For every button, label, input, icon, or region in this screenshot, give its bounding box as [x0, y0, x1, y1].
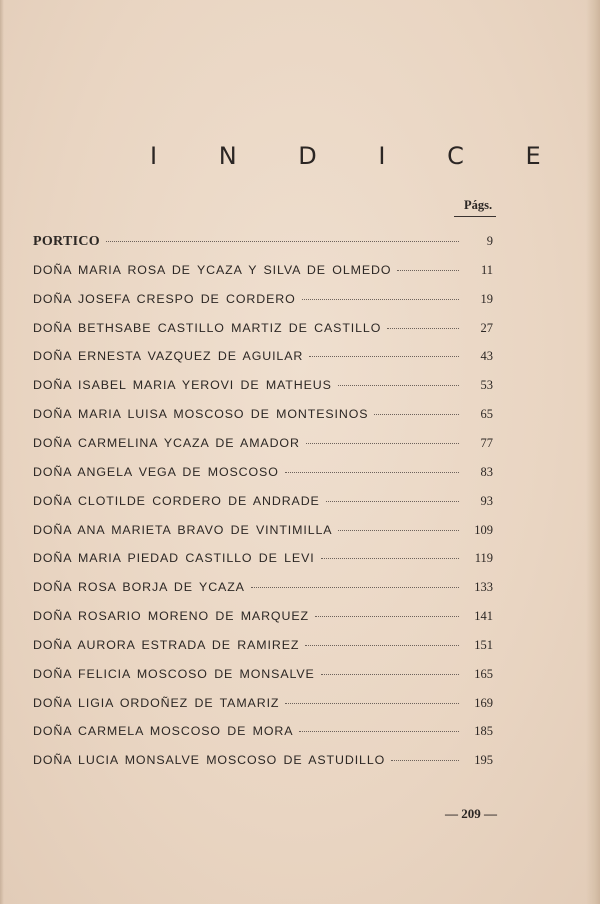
dot-leader	[306, 442, 459, 444]
dot-leader	[397, 269, 459, 271]
entry-page-number: 141	[474, 609, 493, 624]
index-entry	[33, 696, 493, 716]
entry-page-number: 93	[480, 493, 493, 508]
entry-title: DOÑA ROSA BORJA DE YCAZA	[33, 580, 245, 595]
page-right-edge	[586, 0, 600, 904]
index-entry	[33, 378, 493, 398]
index-entry	[33, 724, 493, 744]
index-entry	[33, 321, 493, 341]
index-entry	[33, 436, 493, 456]
dot-leader	[338, 384, 459, 386]
page-left-edge	[0, 0, 4, 904]
dot-leader	[321, 557, 459, 559]
entry-page-number: 27	[480, 320, 493, 335]
entry-title: DOÑA AURORA ESTRADA DE RAMIREZ	[33, 637, 300, 652]
index-entry	[33, 580, 493, 600]
entry-title: DOÑA MARIA PIEDAD CASTILLO DE LEVI	[33, 551, 315, 566]
entry-title: DOÑA CLOTILDE CORDERO DE ANDRADE	[33, 493, 320, 508]
entry-title: DOÑA ANA MARIETA BRAVO DE VINTIMILLA	[33, 522, 333, 537]
index-entry	[33, 349, 493, 369]
dot-leader	[391, 759, 459, 761]
entry-page-number: 9	[486, 234, 493, 248]
entry-page-number: 169	[474, 695, 493, 710]
dot-leader	[106, 240, 459, 242]
dot-leader	[338, 529, 459, 531]
entry-title: DOÑA ANGELA VEGA DE MOSCOSO	[33, 464, 279, 479]
index-entry	[33, 638, 493, 658]
dot-leader	[387, 327, 459, 329]
dot-leader	[309, 355, 459, 357]
dot-leader	[326, 500, 459, 502]
dot-leader	[251, 586, 459, 588]
entry-title: DOÑA CARMELA MOSCOSO DE MORA	[33, 724, 294, 739]
entry-page-number: 11	[480, 262, 493, 277]
entry-page-number: 43	[480, 349, 493, 364]
entry-page-number: 65	[480, 407, 493, 422]
entry-page-number: 119	[474, 551, 493, 566]
entry-page-number: 133	[474, 580, 493, 595]
entry-page-number: 165	[474, 666, 493, 681]
entry-title: DOÑA MARIA LUISA MOSCOSO DE MONTESINOS	[33, 407, 369, 422]
entry-page-number: 109	[474, 522, 493, 537]
entry-title: DOÑA LIGIA ORDOÑEZ DE TAMARIZ	[33, 695, 280, 710]
page-number-footer: — 209 —	[445, 806, 497, 821]
pages-header-underline	[454, 216, 496, 217]
entry-page-number: 151	[474, 637, 493, 652]
entry-page-number: 83	[480, 464, 493, 479]
entry-title: DOÑA ERNESTA VAZQUEZ DE AGUILAR	[33, 349, 304, 364]
index-entry	[33, 263, 493, 283]
index-entry-portico	[33, 234, 493, 254]
index-entry	[33, 667, 493, 687]
dot-leader	[315, 615, 459, 617]
entry-title: DOÑA ROSARIO MORENO DE MARQUEZ	[33, 609, 309, 624]
entry-title: DOÑA LUCIA MONSALVE MOSCOSO DE ASTUDILLO	[33, 753, 386, 768]
dot-leader	[374, 413, 459, 415]
dot-leader	[299, 730, 459, 732]
pages-column-header: Págs.	[463, 198, 493, 212]
entry-page-number: 19	[480, 291, 493, 306]
dot-leader	[302, 298, 459, 300]
entry-title: DOÑA FELICIA MOSCOSO DE MONSALVE	[33, 666, 315, 681]
entry-title: DOÑA CARMELINA YCAZA DE AMADOR	[33, 435, 300, 450]
page-title: I N D I C E	[150, 142, 568, 170]
dot-leader	[305, 644, 459, 646]
index-entry	[33, 609, 493, 629]
entry-title: DOÑA MARIA ROSA DE YCAZA Y SILVA DE OLMEDO	[33, 262, 392, 277]
index-entry	[33, 407, 493, 427]
entry-page-number: 53	[480, 378, 493, 393]
entry-title: DOÑA JOSEFA CRESPO DE CORDERO	[33, 291, 296, 306]
entry-title: DOÑA ISABEL MARIA YEROVI DE MATHEUS	[33, 378, 332, 393]
index-entry	[33, 523, 493, 543]
dot-leader	[285, 702, 459, 704]
index-entry	[33, 494, 493, 514]
entry-page-number: 77	[480, 435, 493, 450]
index-entry	[33, 551, 493, 571]
index-entry	[33, 465, 493, 485]
index-entry	[33, 753, 493, 773]
dot-leader	[321, 673, 459, 675]
entry-page-number: 195	[474, 753, 493, 768]
index-entry	[33, 292, 493, 312]
entry-page-number: 185	[474, 724, 493, 739]
entry-title: DOÑA BETHSABE CASTILLO MARTIZ DE CASTILLO	[33, 320, 382, 335]
dot-leader	[285, 471, 459, 473]
entry-title: PORTICO	[33, 234, 100, 249]
